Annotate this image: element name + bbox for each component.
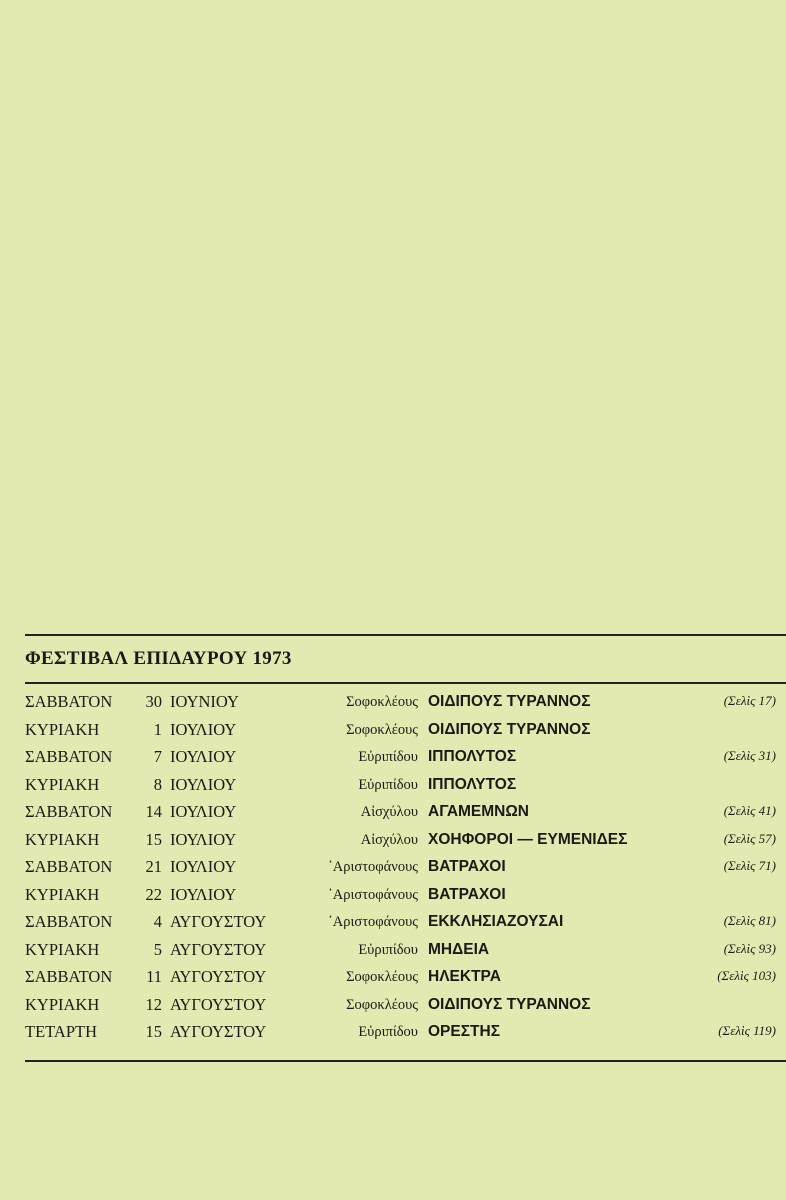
day-name: ΚΥΡΙΑΚΗ (25, 939, 100, 959)
performance-row (0, 885, 786, 913)
page-reference: (Σελὶς 17) (723, 693, 776, 708)
day-name: ΚΥΡΙΑΚΗ (25, 774, 100, 794)
author-name: Εὐριπίδου (358, 776, 418, 793)
day-name: ΤΕΤΑΡΤΗ (25, 1022, 98, 1041)
month-name: ΙΟΥΝΙΟΥ (170, 692, 239, 711)
month-name: ΙΟΥΛΙΟΥ (170, 747, 237, 766)
day-name: ΚΥΡΙΑΚΗ (25, 829, 100, 849)
day-name: ΚΥΡΙΑΚΗ (25, 719, 100, 739)
bottom-divider (25, 1060, 786, 1062)
day-name: ΚΥΡΙΑΚΗ (25, 884, 100, 904)
performance-row (0, 857, 786, 885)
top-divider (25, 634, 786, 636)
day-number: 8 (153, 774, 162, 794)
title-divider (25, 682, 786, 684)
page-reference: (Σελὶς 93) (723, 940, 776, 956)
play-title: ΙΠΠΟΛΥΤΟΣ (428, 748, 517, 765)
day-name: ΣΑΒΒΑΤΟΝ (25, 967, 113, 986)
author-name: Σοφοκλέους (346, 694, 418, 710)
author-name: Εὐριπίδου (358, 749, 418, 765)
day-number: 15 (145, 829, 162, 849)
performance-row (0, 1022, 786, 1050)
play-title: ΗΛΕΚΤΡΑ (428, 968, 501, 985)
day-name: ΚΥΡΙΑΚΗ (25, 994, 100, 1014)
month-name: ΑΥΓΟΥΣΤΟΥ (170, 994, 267, 1014)
month-name: ΙΟΥΛΙΟΥ (170, 857, 237, 876)
page-title: ΦΕΣΤΙΒΑΛ ΕΠΙΔΑΥΡΟΥ 1973 (25, 648, 292, 669)
author-name: Εὐριπίδου (358, 1024, 418, 1040)
performance-row (0, 775, 786, 803)
day-number: 1 (153, 719, 162, 739)
author-name: Αἰσχύλου (360, 831, 418, 848)
page-reference: (Σελὶς 57) (723, 830, 776, 846)
day-name: ΣΑΒΒΑΤΟΝ (25, 857, 113, 876)
page-reference: (Σελὶς 31) (723, 748, 776, 763)
play-title: ΒΑΤΡΑΧΟΙ (428, 885, 506, 903)
performance-row (0, 967, 786, 995)
day-number: 22 (145, 884, 162, 904)
day-number: 11 (146, 967, 162, 986)
play-title: ΟΙΔΙΠΟΥΣ ΤΥΡΑΝΝΟΣ (428, 995, 591, 1013)
author-name: Σοφοκλέους (346, 996, 418, 1013)
day-number: 12 (145, 994, 162, 1014)
month-name: ΑΥΓΟΥΣΤΟΥ (170, 1022, 267, 1041)
play-title: ΑΓΑΜΕΜΝΩΝ (428, 803, 529, 820)
day-number: 4 (153, 912, 162, 931)
day-number: 21 (145, 857, 162, 876)
month-name: ΑΥΓΟΥΣΤΟΥ (170, 912, 267, 931)
play-title: ΕΚΚΛΗΣΙΑΖΟΥΣΑΙ (428, 913, 564, 930)
day-name: ΣΑΒΒΑΤΟΝ (25, 912, 113, 931)
day-number: 30 (145, 692, 162, 711)
author-name: Εὐριπίδου (358, 941, 418, 958)
play-title: ΜΗΔΕΙΑ (428, 940, 490, 958)
performance-row (0, 940, 786, 968)
performance-row (0, 747, 786, 775)
performance-row (0, 802, 786, 830)
month-name: ΙΟΥΛΙΟΥ (170, 774, 237, 794)
play-title: ΒΑΤΡΑΧΟΙ (428, 858, 506, 875)
play-title: ΧΟΗΦΟΡΟΙ — ΕΥΜΕΝΙΔΕΣ (428, 830, 628, 848)
author-name: ᾿Αριστοφάνους (327, 859, 418, 875)
day-number: 5 (153, 939, 162, 959)
performance-row (0, 692, 786, 720)
author-name: Αἰσχύλου (360, 804, 418, 820)
day-number: 14 (145, 802, 162, 821)
page-reference: (Σελὶς 81) (723, 913, 776, 928)
author-name: ᾿Αριστοφάνους (327, 914, 418, 930)
day-name: ΣΑΒΒΑΤΟΝ (25, 692, 113, 711)
performance-row (0, 830, 786, 858)
page-reference: (Σελὶς 119) (718, 1023, 776, 1038)
day-name: ΣΑΒΒΑΤΟΝ (25, 747, 113, 766)
month-name: ΑΥΓΟΥΣΤΟΥ (170, 939, 267, 959)
play-title: ΟΡΕΣΤΗΣ (428, 1023, 500, 1040)
page-reference: (Σελὶς 41) (723, 803, 776, 818)
play-title: ΟΙΔΙΠΟΥΣ ΤΥΡΑΝΝΟΣ (428, 720, 591, 738)
month-name: ΙΟΥΛΙΟΥ (170, 719, 237, 739)
play-title: ΟΙΔΙΠΟΥΣ ΤΥΡΑΝΝΟΣ (428, 693, 591, 710)
performance-row (0, 995, 786, 1023)
performance-row (0, 912, 786, 940)
day-name: ΣΑΒΒΑΤΟΝ (25, 802, 113, 821)
month-name: ΙΟΥΛΙΟΥ (170, 829, 237, 849)
page-reference: (Σελὶς 71) (723, 858, 776, 873)
day-number: 7 (153, 747, 162, 766)
month-name: ΑΥΓΟΥΣΤΟΥ (170, 967, 267, 986)
author-name: Σοφοκλέους (346, 721, 418, 738)
performance-row (0, 720, 786, 748)
play-title: ΙΠΠΟΛΥΤΟΣ (428, 775, 517, 793)
performance-list (0, 692, 786, 1050)
month-name: ΙΟΥΛΙΟΥ (170, 884, 237, 904)
day-number: 15 (145, 1022, 162, 1041)
author-name: ᾿Αριστοφάνους (327, 886, 418, 903)
author-name: Σοφοκλέους (346, 969, 418, 985)
page-reference: (Σελὶς 103) (717, 968, 776, 983)
month-name: ΙΟΥΛΙΟΥ (170, 802, 237, 821)
